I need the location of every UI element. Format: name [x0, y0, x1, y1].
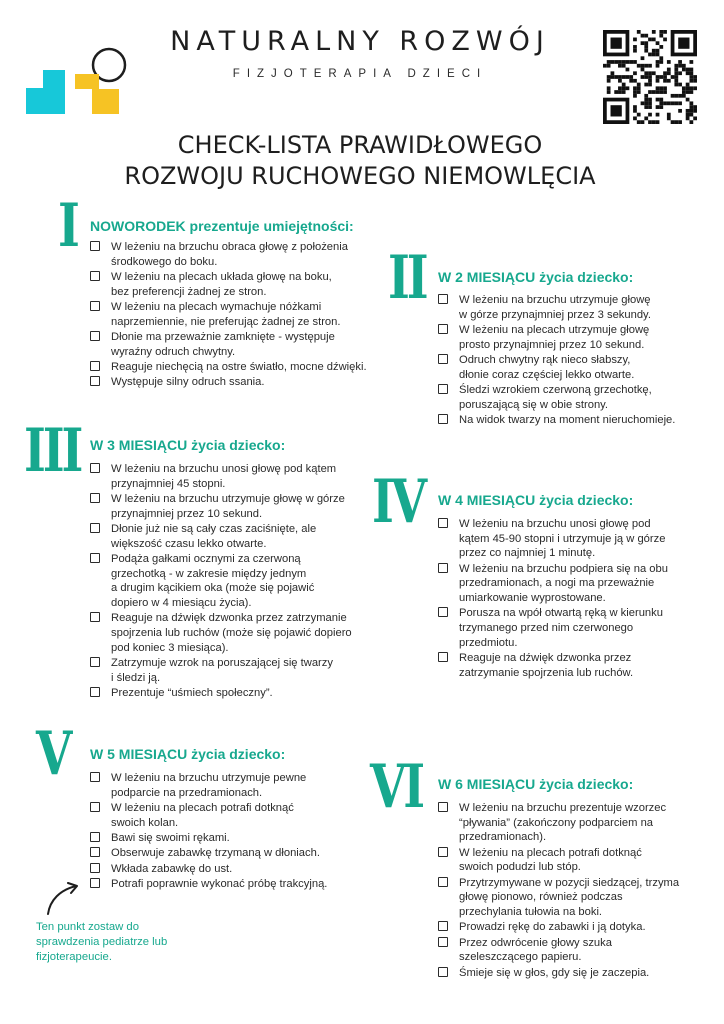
numeral-3: III — [24, 416, 81, 486]
checklist-item[interactable] — [90, 656, 380, 685]
section-title: W 3 MIESIĄCU życia dziecko: — [90, 437, 286, 453]
checklist-item-text: “pływania” (zakończony podparciem na — [459, 816, 654, 829]
section-month-3 — [90, 436, 380, 701]
checklist-item-text: Na widok twarzy na moment nieruchomieje. — [459, 414, 676, 426]
checklist-item-text: W leżeniu na plecach układa głowę na boku, — [111, 271, 332, 283]
checklist-item[interactable] — [90, 375, 380, 390]
checklist-item[interactable] — [90, 877, 380, 892]
section-title: W 6 MIESIĄCU życia dziecko: — [438, 776, 634, 792]
section-title: W 4 MIESIĄCU życia dziecko: — [438, 492, 634, 508]
checkbox-icon[interactable] — [90, 863, 100, 873]
checklist-item-text: Śledzi wzrokiem czerwoną grzechotkę, — [459, 384, 652, 396]
checklist-item[interactable] — [438, 966, 710, 981]
section-title: W 2 MIESIĄCU życia dziecko: — [438, 269, 634, 285]
checklist-item-text: W leżeniu na plecach wymachuje nóżkami — [111, 301, 322, 313]
checkbox-icon[interactable] — [438, 877, 448, 887]
checkbox-icon[interactable] — [90, 553, 100, 563]
checklist-item[interactable] — [90, 270, 380, 299]
checklist-item-text: Dłonie już nie są cały czas zaciśnięte, ale — [111, 523, 317, 535]
section-month-2 — [438, 268, 710, 428]
checklist-item-text: W leżeniu na brzuchu obraca głowę z położenia — [111, 241, 348, 253]
checklist-item[interactable] — [90, 611, 380, 655]
checklist-item-text: swoich podudzi lub stóp. — [459, 861, 581, 874]
checklist-item-text: spojrzenia lub ruchów (może się pojawić dopiero — [111, 627, 352, 640]
checklist-item-text: Bawi się swoimi rękami. — [111, 832, 230, 844]
checklist-item-text: Przytrzymywane w pozycji siedzącej, trzyma — [459, 876, 680, 889]
checkbox-icon[interactable] — [90, 878, 100, 888]
pediatrician-note — [36, 920, 206, 965]
checklist-item-text: W leżeniu na brzuchu utrzymuje głowę — [459, 294, 651, 306]
checkbox-icon[interactable] — [90, 523, 100, 533]
checkbox-icon[interactable] — [90, 376, 100, 386]
checkbox-icon[interactable] — [90, 687, 100, 697]
checkbox-icon[interactable] — [438, 802, 448, 812]
checklist-item[interactable] — [438, 920, 710, 935]
checklist-item[interactable] — [438, 353, 710, 382]
checklist-item-text: przedmiotu. — [459, 636, 518, 649]
section-title: NOWORODEK prezentuje umiejętności: — [90, 218, 354, 234]
checkbox-icon[interactable] — [90, 612, 100, 622]
checklist-item[interactable] — [90, 300, 380, 329]
checklist-item[interactable] — [90, 686, 380, 701]
checklist-item-text: zatrzymanie spojrzenia lub ruchów. — [459, 666, 634, 679]
checklist-item-text: grzechotką - w zakresie między jednym — [111, 567, 307, 580]
checkbox-icon[interactable] — [90, 301, 100, 311]
checklist-item-text: kątem 45-90 stopni i utrzymuje ją w górze — [459, 532, 666, 545]
checkbox-icon[interactable] — [90, 331, 100, 341]
checklist-item-text: przynajmniej przez 10 sekund. — [111, 507, 263, 520]
checklist-item[interactable] — [438, 876, 710, 920]
checklist-item[interactable] — [438, 801, 710, 845]
checklist-item-text: W leżeniu na plecach utrzymuje głowę — [459, 324, 650, 336]
checklist-item-text: Obserwuje zabawkę trzymaną w dłoniach. — [111, 847, 320, 860]
tetris-blocks-logo — [24, 40, 144, 120]
numeral-2: II — [388, 243, 426, 313]
checklist-item-text: Porusza na wpół otwartą ręką w kierunku — [459, 607, 663, 620]
checklist-item-text: przez co najmniej 1 minutę. — [459, 547, 596, 560]
checklist-item-text: Występuje silny odruch ssania. — [111, 376, 265, 389]
checklist-item-text: w górze przynajmniej przez 3 sekundy. — [459, 308, 651, 321]
checklist-item-text: Odruch chwytny rąk nieco słabszy, — [459, 354, 631, 366]
checklist-item-text: pod koniec 3 miesiąca). — [111, 641, 229, 654]
checklist-item[interactable] — [438, 606, 710, 650]
numeral-6: VI — [370, 752, 422, 822]
checklist-item-text: Zatrzymuje wzrok na poruszającej się twarzy — [111, 657, 333, 670]
checklist-item-text: przechylania tułowia na boki. — [459, 906, 603, 919]
checkbox-icon[interactable] — [438, 518, 448, 528]
numeral-1: I — [58, 191, 77, 261]
checkbox-icon[interactable] — [438, 847, 448, 857]
checklist-item-text: większość czasu lekko otwarte. — [111, 537, 267, 550]
checklist-item-text: naprzemiennie, nie preferując żadnej ze stron. — [111, 315, 341, 328]
checklist-item-text: i śledzi ją. — [111, 671, 161, 684]
curved-arrow-icon — [44, 880, 84, 916]
checklist-item-text: W leżeniu na brzuchu unosi głowę pod kątem — [111, 463, 337, 475]
note-line: sprawdzenia pediatrze lub — [36, 936, 168, 948]
section-month-6 — [438, 775, 710, 981]
checkbox-icon[interactable] — [438, 354, 448, 364]
checklist-item-text: W leżeniu na plecach potrafi dotknąć — [111, 802, 294, 814]
checklist-item-text: Prowadzi rękę do zabawki i ją dotyka. — [459, 921, 646, 934]
checklist-item[interactable] — [438, 936, 710, 965]
checklist-item-text: dopiero w 4 miesiącu życia). — [111, 597, 252, 610]
checklist-item-text: przedramionach). — [459, 831, 547, 844]
checklist-item[interactable] — [90, 846, 380, 861]
checklist-item-text: swoich kolan. — [111, 816, 179, 829]
checklist-item[interactable] — [438, 323, 710, 352]
checklist-item[interactable] — [90, 462, 380, 491]
section-month-4 — [438, 491, 710, 681]
numeral-4: IV — [372, 467, 424, 537]
checkbox-icon[interactable] — [90, 241, 100, 251]
checklist-item-text: a drugim kącikiem oka (może się pojawić — [111, 582, 315, 595]
checklist-item-text: umiarkowanie wyprostowane. — [459, 592, 606, 605]
checklist-item[interactable] — [90, 771, 380, 800]
checklist-item[interactable] — [90, 552, 380, 611]
checklist-item-text: Podąża gałkami ocznymi za czerwoną — [111, 553, 301, 565]
checkbox-icon[interactable] — [438, 563, 448, 573]
checklist-item[interactable] — [438, 562, 710, 606]
page-title-line-1: CHECK-LISTA PRAWIDŁOWEGO — [177, 131, 543, 159]
checklist-item-text: dłonie coraz częściej lekko otwarte. — [459, 368, 635, 381]
checklist-item[interactable] — [90, 360, 380, 375]
checklist-item[interactable] — [438, 293, 710, 322]
checkbox-icon[interactable] — [90, 832, 100, 842]
checklist-item[interactable] — [90, 831, 380, 846]
checkbox-icon[interactable] — [438, 937, 448, 947]
checklist-item-text: Przez odwrócenie głowy szuka — [459, 936, 612, 949]
checklist-item[interactable] — [90, 522, 380, 551]
checklist-item-text: podparcie na przedramionach. — [111, 786, 263, 799]
checklist-item-text: W leżeniu na brzuchu prezentuje wzorzec — [459, 802, 667, 814]
checkbox-icon[interactable] — [90, 802, 100, 812]
checklist-item[interactable] — [438, 413, 710, 428]
checklist-item[interactable] — [90, 801, 380, 830]
checklist-item[interactable] — [438, 651, 710, 680]
checkbox-icon[interactable] — [90, 463, 100, 473]
checklist-item-text: głowę pionowo, również podczas — [459, 891, 623, 904]
checklist-item[interactable] — [438, 846, 710, 875]
checklist-item-text: W leżeniu na brzuchu utrzymuje głowę w górze — [111, 493, 345, 505]
checklist-item-text: poruszającą się w obie strony. — [459, 398, 609, 411]
checklist-item-text: wyraźny odruch chwytny. — [111, 345, 236, 358]
checkbox-icon[interactable] — [438, 652, 448, 662]
checklist-item-text: bez preferencji żadnej ze stron. — [111, 285, 267, 298]
checkbox-icon[interactable] — [90, 657, 100, 667]
section-newborn — [90, 217, 380, 391]
checklist-item-text: prosto przynajmniej przez 10 sekund. — [459, 338, 645, 351]
numeral-5: V — [36, 719, 70, 789]
checkbox-icon[interactable] — [438, 414, 448, 424]
checkbox-icon[interactable] — [438, 324, 448, 334]
checklist-item[interactable] — [90, 492, 380, 521]
checkbox-icon[interactable] — [90, 847, 100, 857]
checkbox-icon[interactable] — [438, 294, 448, 304]
checkbox-icon[interactable] — [438, 921, 448, 931]
checkbox-icon[interactable] — [90, 493, 100, 503]
note-line: Ten punkt zostaw do — [36, 921, 139, 933]
checkbox-icon[interactable] — [90, 772, 100, 782]
brand-name: NATURALNY ROZWÓJ — [170, 26, 550, 57]
checklist-item-text: W leżeniu na brzuchu unosi głowę pod — [459, 518, 651, 530]
checklist-item-text: trzymanego przed nim czerwonego — [459, 622, 634, 635]
checklist-item[interactable] — [90, 862, 380, 877]
checklist-item-text: W leżeniu na brzuchu podpiera się na obu — [459, 562, 668, 575]
checklist-item-text: Potrafi poprawnie wykonać próbę trakcyjną. — [111, 877, 328, 890]
checklist-item-text: Reaguje niechęcią na ostre światło, mocne dźwięki. — [111, 361, 367, 373]
checklist-item[interactable] — [438, 383, 710, 412]
checklist-item-text: Reaguje na dźwięk dzwonka przez — [459, 652, 632, 665]
checklist-item-text: Reaguje na dźwięk dzwonka przez zatrzymanie — [111, 612, 347, 625]
checklist-item-text: szeleszczącego papieru. — [459, 951, 582, 964]
note-line: fizjoterapeucie. — [36, 951, 112, 963]
checklist-item-text: przynajmniej 45 stopni. — [111, 477, 226, 490]
checklist-item-text: przedramionach, a nogi ma przeważnie — [459, 577, 655, 590]
checkbox-icon[interactable] — [438, 384, 448, 394]
checklist-item[interactable] — [438, 517, 710, 561]
checkbox-icon[interactable] — [90, 271, 100, 281]
checklist-item-text: Dłonie ma przeważnie zamknięte - występuje — [111, 331, 335, 343]
page-title — [100, 130, 620, 192]
page-title-line-2: ROZWOJU RUCHOWEGO NIEMOWLĘCIA — [124, 162, 596, 190]
checkbox-icon[interactable] — [438, 967, 448, 977]
brand-subtitle: FIZJOTERAPIA DZIECI — [232, 68, 488, 80]
section-month-5 — [90, 745, 380, 892]
checklist-item-text: Prezentuje “uśmiech społeczny”. — [111, 687, 273, 700]
checklist-item-text: środkowego do boku. — [111, 255, 218, 268]
checkbox-icon[interactable] — [90, 361, 100, 371]
checklist-item-text: Wkłada zabawkę do ust. — [111, 862, 233, 875]
qr-code-icon — [603, 30, 697, 124]
checklist-item-text: W leżeniu na brzuchu utrzymuje pewne — [111, 772, 307, 784]
checkbox-icon[interactable] — [438, 607, 448, 617]
section-title: W 5 MIESIĄCU życia dziecko: — [90, 746, 286, 762]
checklist-item[interactable] — [90, 240, 380, 269]
checklist-item-text: Śmieje się w głos, gdy się je zaczepia. — [459, 966, 650, 979]
checklist-item[interactable] — [90, 330, 380, 359]
checklist-item-text: W leżeniu na plecach potrafi dotknąć — [459, 846, 642, 859]
